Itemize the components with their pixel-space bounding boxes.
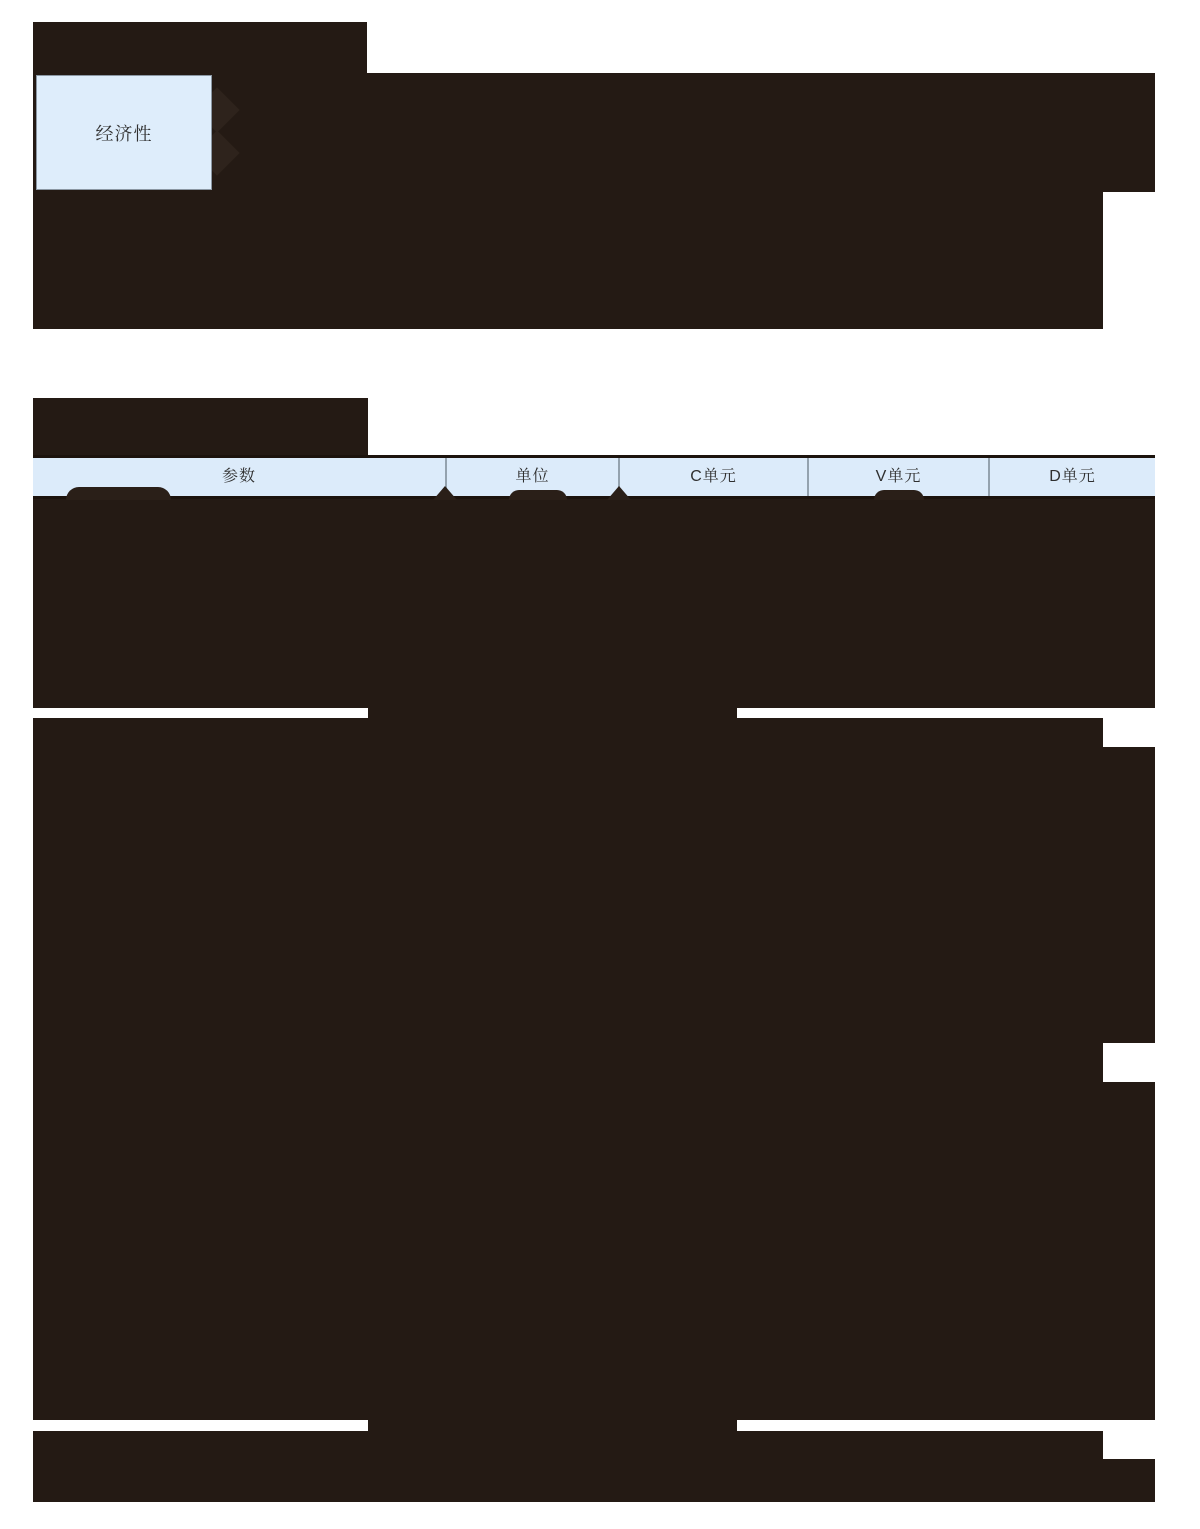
redacted-section-title bbox=[33, 398, 368, 455]
white-notch bbox=[1103, 1043, 1155, 1082]
spec-table-header-row bbox=[33, 455, 1155, 499]
category-tab-label: 经济性 bbox=[95, 123, 153, 144]
redaction-bump bbox=[874, 490, 924, 500]
white-notch bbox=[1103, 718, 1155, 747]
redaction-triangle bbox=[607, 486, 631, 500]
redacted-block-bottom bbox=[33, 1431, 1155, 1502]
white-notch bbox=[1103, 1431, 1155, 1459]
redacted-table-body bbox=[33, 499, 1155, 708]
redacted-block-top-right-upper bbox=[367, 73, 1155, 192]
column-header-v-unit: V单元 bbox=[807, 458, 988, 496]
redacted-connector bbox=[368, 1414, 737, 1432]
column-header-c-unit: C单元 bbox=[618, 458, 807, 496]
column-header-d-unit: D单元 bbox=[988, 458, 1155, 496]
redaction-bump bbox=[509, 490, 567, 500]
redaction-bump bbox=[66, 487, 171, 500]
column-header-unit: 单位 bbox=[445, 458, 618, 496]
redacted-block-top-right-lower bbox=[367, 192, 1103, 329]
category-tab-economy bbox=[36, 75, 212, 190]
redaction-triangle bbox=[433, 486, 457, 500]
column-header-parameter: 参数 bbox=[221, 468, 256, 485]
redacted-block-main bbox=[33, 718, 1155, 1420]
